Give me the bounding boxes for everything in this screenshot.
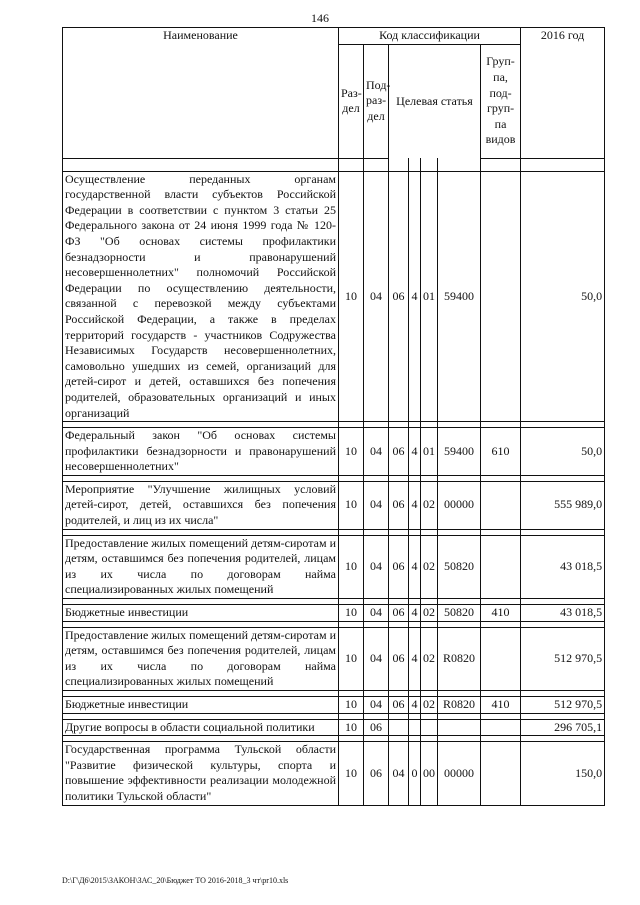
header-year: 2016 год	[521, 28, 605, 159]
row-code-pr: 06	[364, 742, 389, 805]
header-name: Наименование	[63, 28, 339, 159]
budget-table	[62, 27, 605, 806]
row-code-t2: 4	[409, 535, 421, 598]
row-code-t4: 50820	[438, 535, 481, 598]
spacer-cell	[63, 158, 339, 171]
row-sum: 50,0	[521, 171, 605, 422]
row-code-t2: 4	[409, 627, 421, 690]
row-code-rz: 10	[339, 171, 364, 422]
row-code-t1	[389, 719, 409, 736]
row-code-t1: 06	[389, 171, 409, 422]
row-code-t4: 59400	[438, 171, 481, 422]
table-row	[63, 719, 605, 736]
row-code-t3: 02	[421, 605, 438, 622]
row-code-t1: 06	[389, 697, 409, 714]
row-code-t3: 02	[421, 627, 438, 690]
row-code-t3	[421, 719, 438, 736]
spacer-cell	[389, 158, 409, 171]
row-code-t4	[438, 719, 481, 736]
row-code-pr: 04	[364, 627, 389, 690]
row-code-pr: 04	[364, 697, 389, 714]
row-sum: 512 970,5	[521, 627, 605, 690]
row-name: Осуществление переданных органам государственной власти субъектов Российской Федерации в соответствии с пунктом 3 статьи 25 Федерального закона от 24 июня 1999 года № 120-ФЗ "Об основах системы профилактики безнадзорности и правонарушений несовершеннолетних" полномочий Российской Федерации по осуществлению деятельности, связанной с перевозкой между субъектами Российской Федерации, а также в пределах территорий государств - участников Содружества Независимых Государств несовершеннолетних, самовольно ушедших из семей, организаций для детей-сирот и детей, оставшихся без попечения родителей, образовательных организаций и иных организаций	[63, 171, 339, 422]
row-name: Бюджетные инвестиции	[63, 605, 339, 622]
row-code-t2: 4	[409, 605, 421, 622]
row-code-vid	[481, 719, 521, 736]
header-group: Груп-па, под-груп-па видов	[481, 44, 521, 158]
row-code-t2: 4	[409, 481, 421, 529]
row-code-t1: 04	[389, 742, 409, 805]
row-code-rz: 10	[339, 627, 364, 690]
row-code-t3: 00	[421, 742, 438, 805]
spacer-cell	[521, 158, 605, 171]
row-code-t3: 02	[421, 697, 438, 714]
row-code-rz: 10	[339, 535, 364, 598]
spacer-cell	[438, 158, 481, 171]
row-code-t4: R0820	[438, 627, 481, 690]
row-sum: 512 970,5	[521, 697, 605, 714]
row-code-t3: 01	[421, 428, 438, 476]
row-code-t1: 06	[389, 481, 409, 529]
row-code-t3: 01	[421, 171, 438, 422]
row-code-vid	[481, 627, 521, 690]
table-row	[63, 535, 605, 598]
row-code-pr: 06	[364, 719, 389, 736]
header-razdel: Раз-дел	[339, 44, 364, 158]
row-sum: 43 018,5	[521, 535, 605, 598]
row-spacer	[63, 158, 605, 171]
row-code-t2: 4	[409, 428, 421, 476]
row-code-rz: 10	[339, 605, 364, 622]
row-code-vid	[481, 742, 521, 805]
row-code-t3: 02	[421, 481, 438, 529]
row-sum: 43 018,5	[521, 605, 605, 622]
row-code-vid: 410	[481, 697, 521, 714]
table-row	[63, 171, 605, 422]
row-code-t1: 06	[389, 428, 409, 476]
row-code-vid	[481, 481, 521, 529]
table-row	[63, 697, 605, 714]
page-number: 146	[311, 11, 329, 25]
row-code-vid: 410	[481, 605, 521, 622]
row-name: Мероприятие "Улучшение жилищных условий детей-сирот, детей, оставшихся без попечения родителей, и лиц из их числа"	[63, 481, 339, 529]
row-code-vid	[481, 171, 521, 422]
table-row	[63, 627, 605, 690]
table-row	[63, 742, 605, 805]
row-name: Государственная программа Тульской области "Развитие физической культуры, спорта и повышение эффективности реализации молодежной политики Тульской области"	[63, 742, 339, 805]
spacer-cell	[481, 158, 521, 171]
table-row	[63, 428, 605, 476]
header-target: Целевая статья	[389, 44, 481, 158]
footer-path: D:\Г\Д6\2015\ЗАКОН\ЗАС_20\Бюджет ТО 2016-2018_3 чт\pr10.xls	[62, 876, 289, 885]
row-sum: 150,0	[521, 742, 605, 805]
row-code-rz: 10	[339, 697, 364, 714]
spacer-cell	[339, 158, 364, 171]
row-sum: 296 705,1	[521, 719, 605, 736]
row-name: Другие вопросы в области социальной политики	[63, 719, 339, 736]
row-code-rz: 10	[339, 428, 364, 476]
spacer-cell	[409, 158, 421, 171]
row-code-vid: 610	[481, 428, 521, 476]
row-code-rz: 10	[339, 481, 364, 529]
row-name: Федеральный закон "Об основах системы профилактики безнадзорности и правонарушений несовершеннолетних"	[63, 428, 339, 476]
row-code-t1: 06	[389, 535, 409, 598]
row-code-t2	[409, 719, 421, 736]
header-podrazdel: Под-раз-дел	[364, 44, 389, 158]
header-code-group: Код классификации	[339, 28, 521, 45]
row-code-t2: 4	[409, 171, 421, 422]
row-code-pr: 04	[364, 481, 389, 529]
row-code-rz: 10	[339, 742, 364, 805]
row-code-t4: 00000	[438, 481, 481, 529]
row-code-t2: 0	[409, 742, 421, 805]
table-row	[63, 481, 605, 529]
row-code-t4: 50820	[438, 605, 481, 622]
row-sum: 50,0	[521, 428, 605, 476]
row-code-t4: 00000	[438, 742, 481, 805]
row-code-pr: 04	[364, 535, 389, 598]
row-code-pr: 04	[364, 605, 389, 622]
row-sum: 555 989,0	[521, 481, 605, 529]
row-code-rz: 10	[339, 719, 364, 736]
table-body	[63, 158, 605, 805]
spacer-cell	[364, 158, 389, 171]
row-name: Предоставление жилых помещений детям-сиротам и детям, оставшимся без попечения родителей, лицам из их числа по договорам найма специализированных жилых помещений	[63, 535, 339, 598]
row-code-t4: 59400	[438, 428, 481, 476]
row-name: Бюджетные инвестиции	[63, 697, 339, 714]
table-row	[63, 605, 605, 622]
row-name: Предоставление жилых помещений детям-сиротам и детям, оставшимся без попечения родителей, лицам из их числа по договорам найма специализированных жилых помещений	[63, 627, 339, 690]
row-code-t2: 4	[409, 697, 421, 714]
row-code-vid	[481, 535, 521, 598]
row-code-t1: 06	[389, 605, 409, 622]
row-code-t3: 02	[421, 535, 438, 598]
row-code-pr: 04	[364, 171, 389, 422]
row-code-t1: 06	[389, 627, 409, 690]
spacer-cell	[421, 158, 438, 171]
row-code-pr: 04	[364, 428, 389, 476]
row-code-t4: R0820	[438, 697, 481, 714]
